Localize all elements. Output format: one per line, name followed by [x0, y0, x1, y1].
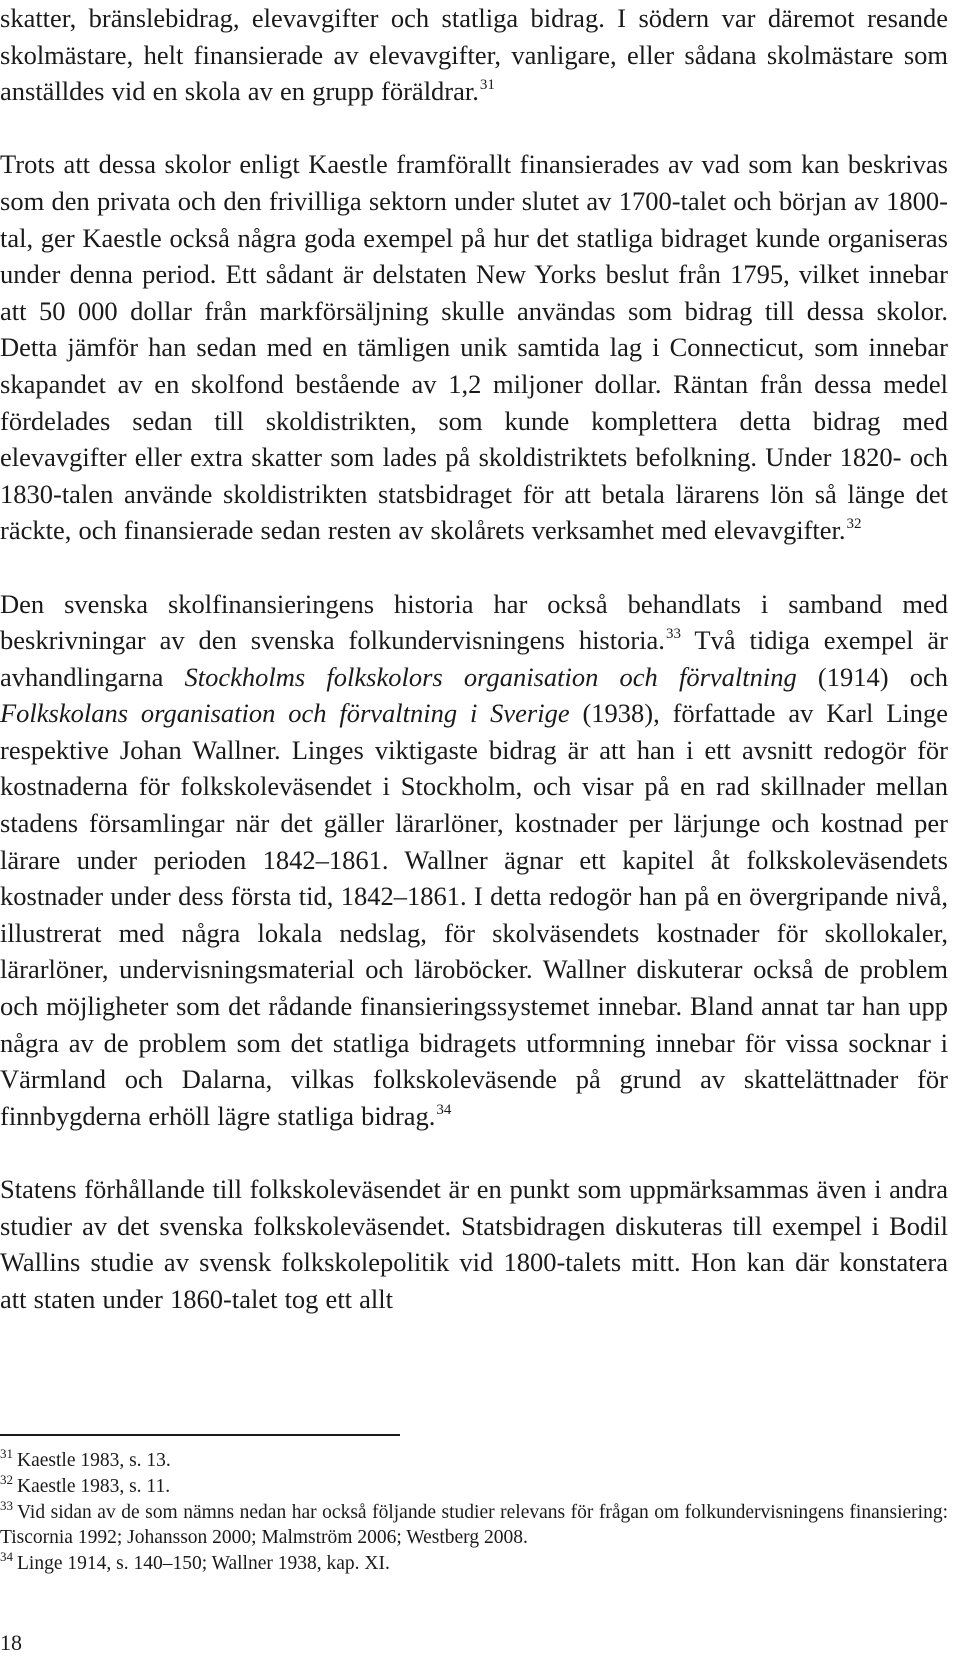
footnote-ref-34[interactable]: 34 [436, 1101, 452, 1118]
footnote-number: 34 [0, 1549, 13, 1565]
footnote-ref-32[interactable]: 32 [846, 516, 862, 533]
text-segment: (1914) och [796, 661, 948, 692]
footnote-33 [0, 1497, 948, 1552]
footnote-text: Vid sidan av de som nämns nedan har också följande studier relevans för frågan om folkundervisningens finansiering: Tiscornia 1992; Johansson 2000; Malmström 2006; Westberg 2008. [0, 1501, 948, 1549]
book-title: Stockholms folkskolors organisation och förvaltning [184, 661, 797, 692]
text-segment: (1938), författade av Karl Linge respektive Johan Wallner. Linges viktigaste bidrag är att han i ett avsnitt redogör för kostnaderna för folkskoleväsendet i Stockholm, och visar på en rad skillnader mellan stadens församlingar när det gäller lärarlöner, kostnader per lärjunge och kostnad per lärare under perioden 1842–1861. Wallner ägnar ett kapitel åt folkskoleväsendets kostnader under dess första tid, 1842–1861. I detta redogör han på en övergripande nivå, illustrerat med några lokala nedslag, för skolväsendets kostnader för skollokaler, lärarlöner, undervisningsmaterial och läroböcker. Wallner diskuterar också de problem och möjligheter som det rådande finansieringssystemet innebar. Bland annat tar han upp några av de problem som det statliga bidragets utformning innebar för vissa socknar i Värmland och Dalarna, vilkas folkskoleväsende på grund av skattelättnader för finnbygderna erhöll lägre statliga bidrag. [0, 698, 949, 1131]
footnote-number: 33 [0, 1497, 13, 1513]
paragraph [0, 0, 948, 110]
page-number: 18 [0, 1630, 22, 1655]
text-segment: Statens förhållande till folkskoleväsendet är en punkt som uppmärksammas även i andra studier av det svenska folkskoleväsendet. Statsbidragen diskuteras till exempel i Bodil Wallins studie av svensk folkskolepolitik vid 1800-talets mitt. Hon kan där konstatera att staten under 1860-talet tog ett allt [0, 1174, 948, 1314]
footnote-ref-31[interactable]: 31 [479, 77, 495, 94]
footnote-number: 32 [0, 1471, 13, 1487]
text-segment: skatter, bränslebidrag, elevavgifter och statliga bidrag. I södern var däremot resande skolmästare, helt finansierade av elevavgifter, vanligare, eller sådana skolmästare som anställdes vid en skola av en grupp föräldrar. [0, 3, 948, 107]
footnote-34 [0, 1551, 948, 1577]
footnote-text: Linge 1914, s. 140–150; Wallner 1938, kap. XI. [17, 1553, 390, 1575]
footnotes [0, 1448, 948, 1577]
paragraph [0, 146, 948, 549]
text-segment: Den svenska skolfinansieringens historia har också behandlats i samband med beskrivningar av den svenska folkundervisningens historia. [0, 588, 948, 656]
footnote-text: Kaestle 1983, s. 11. [17, 1475, 171, 1497]
text-segment: Två tidiga exempel är avhandlingarna [0, 625, 948, 692]
footnote-divider [0, 1434, 400, 1436]
book-title: Folkskolans organisation och förvaltning i Sverige [0, 698, 570, 729]
paragraph [0, 586, 948, 1135]
paragraph [0, 1171, 948, 1317]
text-segment: Trots att dessa skolor enligt Kaestle framförallt finansierades av vad som kan beskrivas som den privata och den frivilliga sektorn under slutet av 1700-talet och början av 1800-tal, ger Kaestle också några goda exempel på hur det statliga bidraget kunde organiseras under denna period. Ett sådant är delstaten New Yorks beslut från 1795, vilket innebar att 50 000 dollar från markförsäljning skulle användas som bidrag till dessa skolor. Detta jämför han sedan med en tämligen unik samtida lag i Connecticut, som innebar skapandet av en skolfond bestående av 1,2 miljoner dollar. Räntan från dessa medel fördelades sedan till skoldistrikten, som kunde komplettera detta bidrag med elevavgifter eller extra skatter som lades på skoldistriktets befolkning. Under 1820- och 1830-talen använde skoldistrikten statsbidraget för att betala lärarens lön så länge det räckte, och finansierade sedan resten av skolårets verksamhet med elevavgifter. [0, 149, 948, 546]
footnote-32 [0, 1471, 948, 1500]
footnote-ref-33[interactable]: 33 [665, 626, 681, 643]
footnote-31 [0, 1448, 948, 1474]
footnote-number: 31 [0, 1446, 13, 1461]
footnote-text: Kaestle 1983, s. 13. [17, 1450, 171, 1471]
